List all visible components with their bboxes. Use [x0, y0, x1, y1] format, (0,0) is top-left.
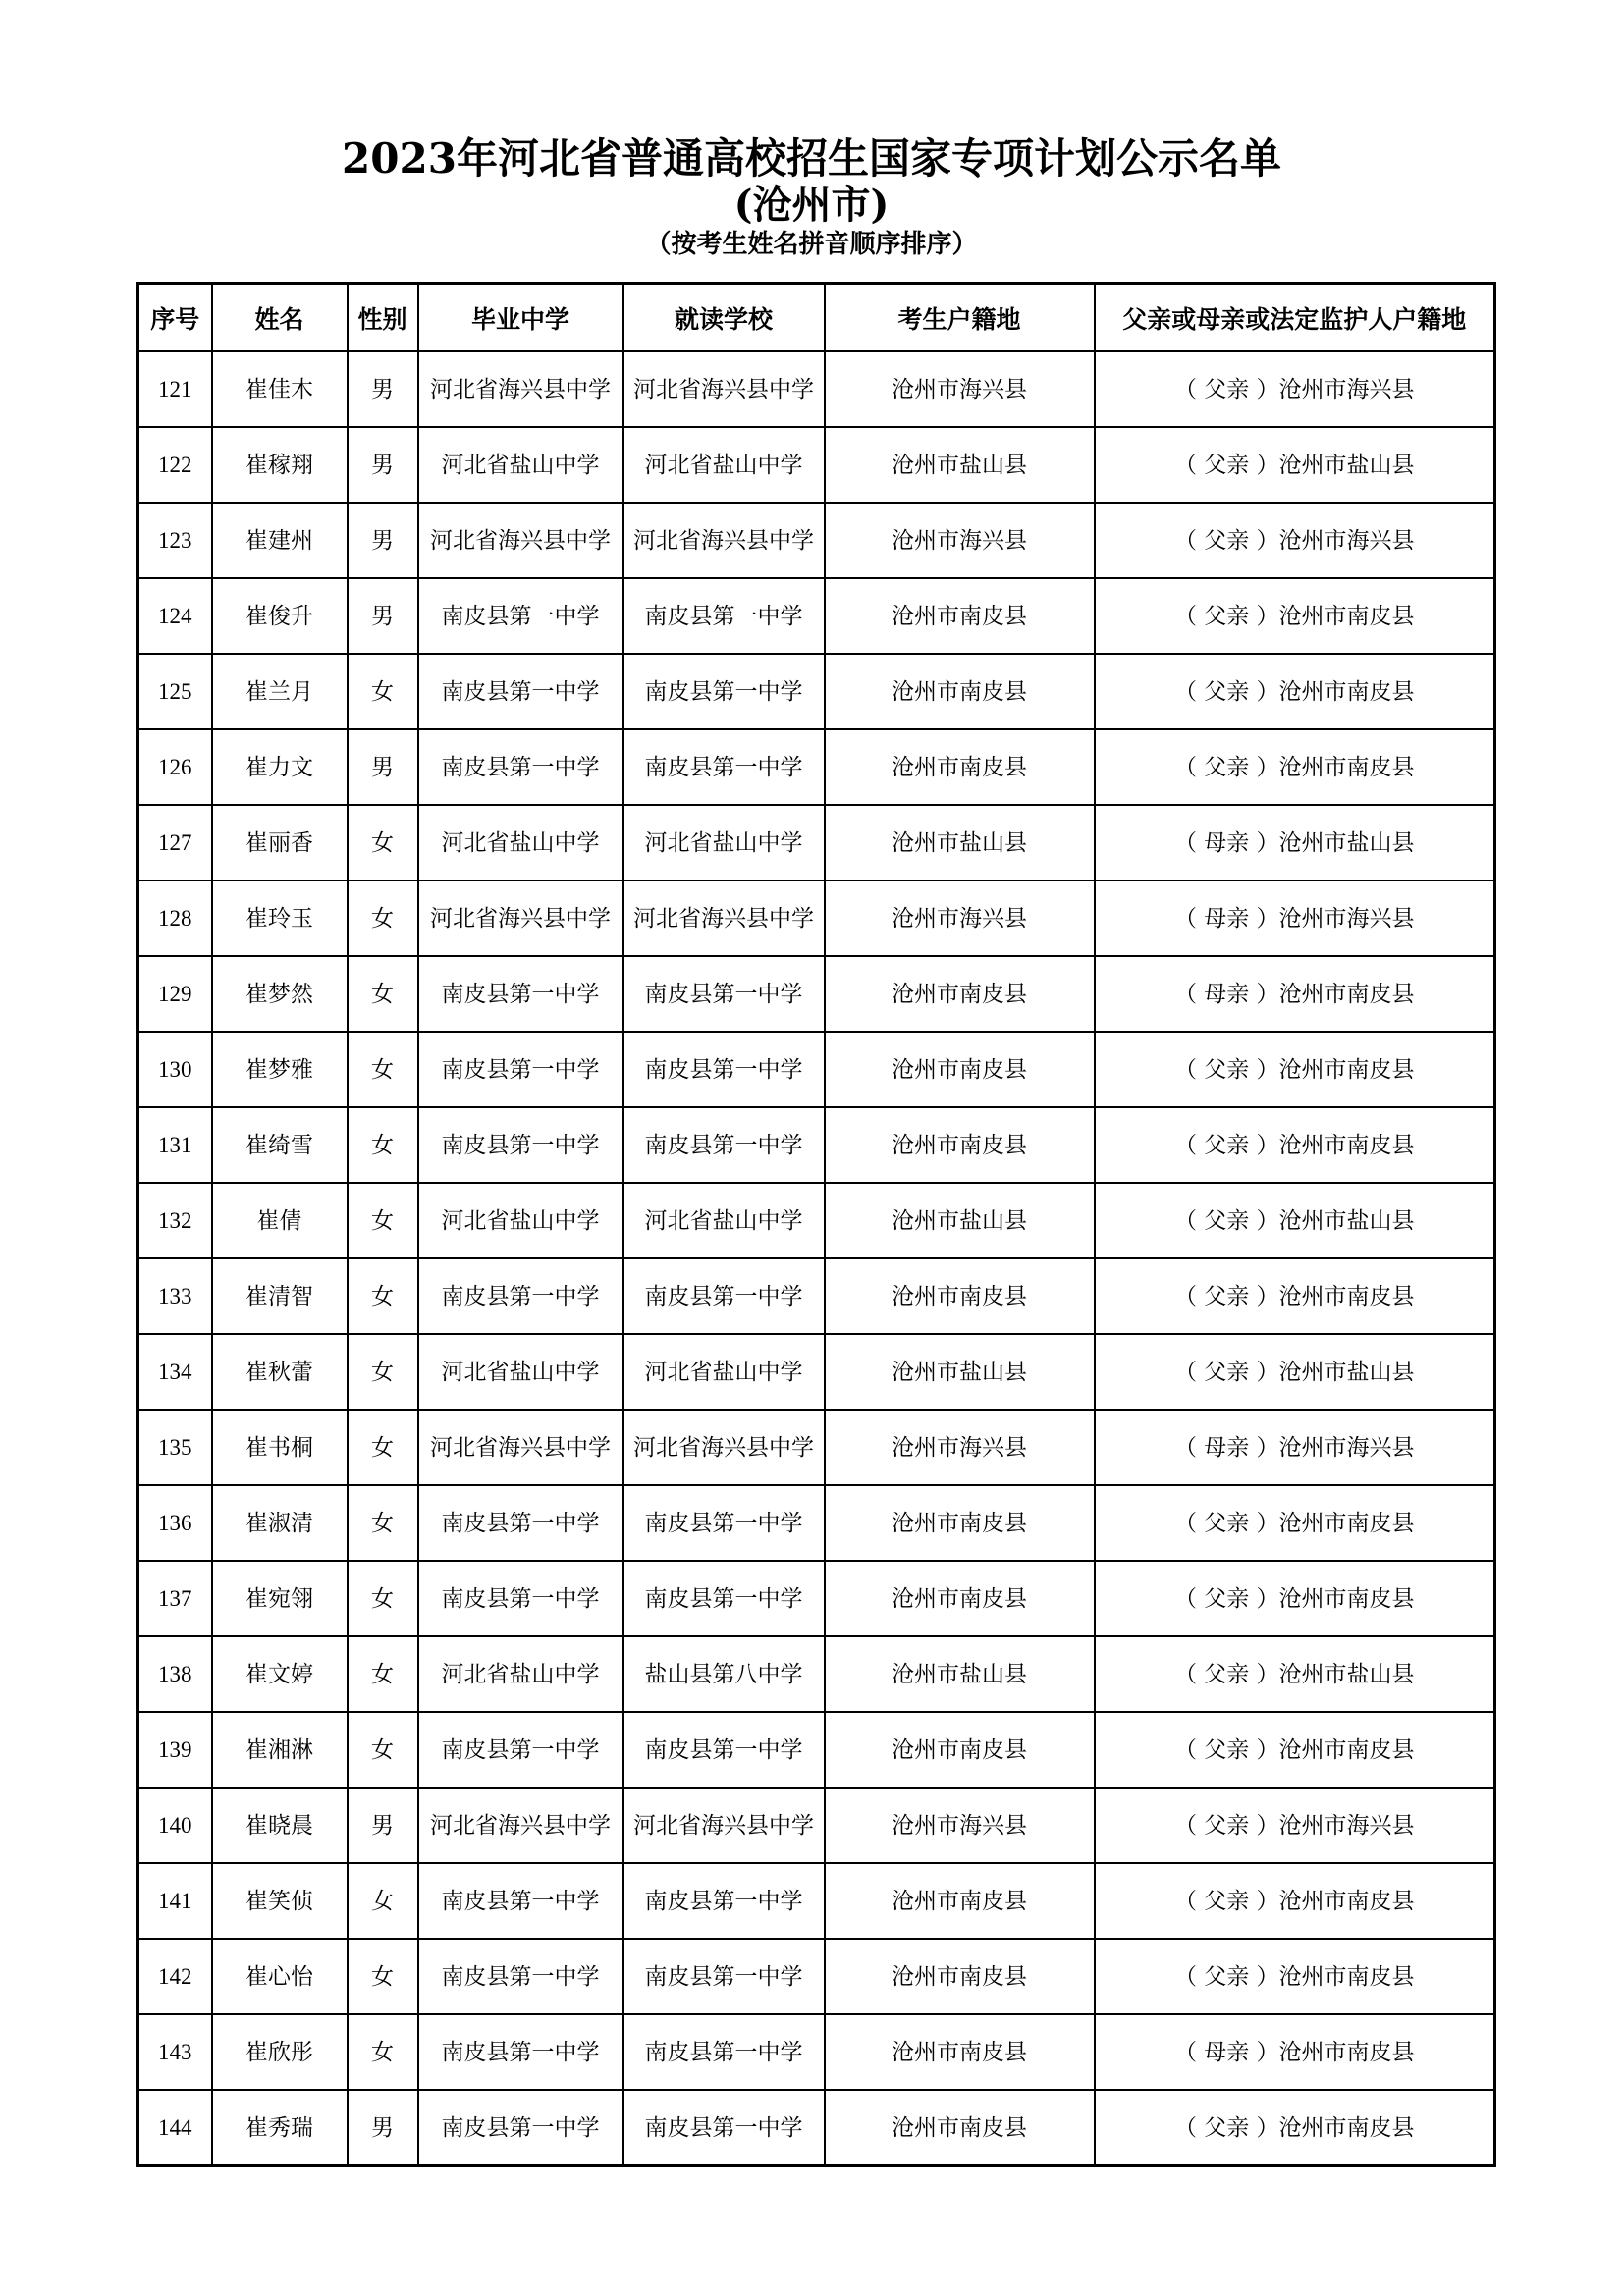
cell-name: 崔秋蕾 — [212, 1334, 348, 1410]
cell-current-school: 南皮县第一中学 — [623, 1561, 825, 1636]
cell-name: 崔建州 — [212, 503, 348, 578]
cell-guardian: （ 父亲 ）沧州市南皮县 — [1095, 2090, 1495, 2166]
cell-guardian: （ 父亲 ）沧州市南皮县 — [1095, 1939, 1495, 2014]
cell-guardian: （ 母亲 ）沧州市盐山县 — [1095, 805, 1495, 881]
cell-gender: 女 — [348, 805, 418, 881]
cell-grad-school: 南皮县第一中学 — [418, 1712, 623, 1788]
cell-guardian: （ 母亲 ）沧州市南皮县 — [1095, 2014, 1495, 2090]
col-header-grad-school: 毕业中学 — [418, 284, 623, 352]
cell-household: 沧州市盐山县 — [825, 1334, 1095, 1410]
table-row — [138, 805, 1495, 881]
cell-grad-school: 南皮县第一中学 — [418, 1863, 623, 1939]
cell-guardian: （ 父亲 ）沧州市海兴县 — [1095, 1788, 1495, 1863]
cell-current-school: 南皮县第一中学 — [623, 1032, 825, 1107]
cell-name: 崔稼翔 — [212, 427, 348, 503]
cell-guardian: （ 父亲 ）沧州市海兴县 — [1095, 503, 1495, 578]
cell-current-school: 南皮县第一中学 — [623, 1258, 825, 1334]
cell-id: 135 — [138, 1410, 212, 1485]
cell-grad-school: 南皮县第一中学 — [418, 1258, 623, 1334]
cell-gender: 女 — [348, 881, 418, 956]
cell-gender: 女 — [348, 956, 418, 1032]
table-row — [138, 1107, 1495, 1183]
cell-name: 崔清智 — [212, 1258, 348, 1334]
cell-grad-school: 河北省盐山中学 — [418, 1334, 623, 1410]
table-row — [138, 1183, 1495, 1258]
cell-current-school: 河北省海兴县中学 — [623, 1410, 825, 1485]
cell-guardian: （ 父亲 ）沧州市南皮县 — [1095, 1712, 1495, 1788]
cell-id: 131 — [138, 1107, 212, 1183]
cell-household: 沧州市盐山县 — [825, 427, 1095, 503]
cell-household: 沧州市海兴县 — [825, 1788, 1095, 1863]
cell-grad-school: 河北省海兴县中学 — [418, 503, 623, 578]
cell-gender: 男 — [348, 578, 418, 654]
cell-current-school: 河北省海兴县中学 — [623, 881, 825, 956]
table-row — [138, 1788, 1495, 1863]
cell-grad-school: 南皮县第一中学 — [418, 1032, 623, 1107]
table-row — [138, 2090, 1495, 2166]
table-row — [138, 1939, 1495, 2014]
cell-name: 崔晓晨 — [212, 1788, 348, 1863]
cell-gender: 女 — [348, 1712, 418, 1788]
cell-grad-school: 南皮县第一中学 — [418, 1561, 623, 1636]
page-subtitle: (沧州市) — [733, 182, 890, 228]
cell-id: 132 — [138, 1183, 212, 1258]
cell-name: 崔书桐 — [212, 1410, 348, 1485]
cell-grad-school: 河北省海兴县中学 — [418, 351, 623, 427]
cell-gender: 男 — [348, 503, 418, 578]
table-row — [138, 881, 1495, 956]
cell-household: 沧州市南皮县 — [825, 2090, 1095, 2166]
cell-id: 121 — [138, 351, 212, 427]
cell-id: 139 — [138, 1712, 212, 1788]
cell-id: 136 — [138, 1485, 212, 1561]
cell-id: 122 — [138, 427, 212, 503]
sort-note: （按考生姓名拼音顺序排序） — [645, 230, 978, 259]
col-header-guardian: 父亲或母亲或法定监护人户籍地 — [1095, 284, 1495, 352]
cell-id: 133 — [138, 1258, 212, 1334]
cell-current-school: 南皮县第一中学 — [623, 654, 825, 729]
cell-household: 沧州市盐山县 — [825, 1636, 1095, 1712]
col-header-gender: 性别 — [348, 284, 418, 352]
cell-current-school: 河北省海兴县中学 — [623, 503, 825, 578]
table-row — [138, 1032, 1495, 1107]
cell-gender: 女 — [348, 1561, 418, 1636]
cell-grad-school: 南皮县第一中学 — [418, 654, 623, 729]
cell-grad-school: 河北省海兴县中学 — [418, 881, 623, 956]
cell-id: 130 — [138, 1032, 212, 1107]
cell-guardian: （ 父亲 ）沧州市南皮县 — [1095, 1107, 1495, 1183]
cell-gender: 女 — [348, 1410, 418, 1485]
cell-gender: 女 — [348, 1636, 418, 1712]
cell-household: 沧州市海兴县 — [825, 503, 1095, 578]
cell-household: 沧州市南皮县 — [825, 1561, 1095, 1636]
cell-guardian: （ 父亲 ）沧州市南皮县 — [1095, 1561, 1495, 1636]
cell-current-school: 河北省盐山中学 — [623, 427, 825, 503]
cell-current-school: 南皮县第一中学 — [623, 2090, 825, 2166]
cell-gender: 女 — [348, 1334, 418, 1410]
cell-grad-school: 河北省海兴县中学 — [418, 1788, 623, 1863]
cell-household: 沧州市海兴县 — [825, 351, 1095, 427]
cell-name: 崔湘淋 — [212, 1712, 348, 1788]
cell-id: 129 — [138, 956, 212, 1032]
table-row — [138, 1485, 1495, 1561]
col-header-current-school: 就读学校 — [623, 284, 825, 352]
cell-grad-school: 南皮县第一中学 — [418, 956, 623, 1032]
cell-current-school: 盐山县第八中学 — [623, 1636, 825, 1712]
cell-name: 崔秀瑞 — [212, 2090, 348, 2166]
cell-guardian: （ 父亲 ）沧州市南皮县 — [1095, 1485, 1495, 1561]
cell-guardian: （ 父亲 ）沧州市南皮县 — [1095, 654, 1495, 729]
table-row — [138, 654, 1495, 729]
cell-id: 128 — [138, 881, 212, 956]
cell-household: 沧州市南皮县 — [825, 1712, 1095, 1788]
cell-current-school: 南皮县第一中学 — [623, 2014, 825, 2090]
cell-guardian: （ 母亲 ）沧州市海兴县 — [1095, 1410, 1495, 1485]
cell-id: 144 — [138, 2090, 212, 2166]
cell-grad-school: 河北省海兴县中学 — [418, 1410, 623, 1485]
cell-household: 沧州市南皮县 — [825, 654, 1095, 729]
cell-household: 沧州市南皮县 — [825, 1863, 1095, 1939]
cell-id: 140 — [138, 1788, 212, 1863]
cell-name: 崔梦雅 — [212, 1032, 348, 1107]
col-header-name: 姓名 — [212, 284, 348, 352]
cell-gender: 女 — [348, 1032, 418, 1107]
table-row — [138, 503, 1495, 578]
table-row — [138, 1258, 1495, 1334]
cell-name: 崔欣彤 — [212, 2014, 348, 2090]
cell-guardian: （ 父亲 ）沧州市南皮县 — [1095, 729, 1495, 805]
cell-household: 沧州市南皮县 — [825, 1032, 1095, 1107]
cell-guardian: （ 父亲 ）沧州市南皮县 — [1095, 1258, 1495, 1334]
cell-name: 崔兰月 — [212, 654, 348, 729]
cell-household: 沧州市南皮县 — [825, 729, 1095, 805]
cell-guardian: （ 父亲 ）沧州市盐山县 — [1095, 1183, 1495, 1258]
cell-name: 崔文婷 — [212, 1636, 348, 1712]
cell-current-school: 河北省盐山中学 — [623, 1334, 825, 1410]
cell-gender: 女 — [348, 1183, 418, 1258]
cell-name: 崔佳木 — [212, 351, 348, 427]
cell-guardian: （ 父亲 ）沧州市盐山县 — [1095, 1334, 1495, 1410]
cell-grad-school: 河北省盐山中学 — [418, 427, 623, 503]
cell-household: 沧州市南皮县 — [825, 1258, 1095, 1334]
cell-household: 沧州市南皮县 — [825, 2014, 1095, 2090]
cell-guardian: （ 父亲 ）沧州市海兴县 — [1095, 351, 1495, 427]
cell-guardian: （ 父亲 ）沧州市盐山县 — [1095, 427, 1495, 503]
cell-guardian: （ 父亲 ）沧州市盐山县 — [1095, 1636, 1495, 1712]
cell-guardian: （ 母亲 ）沧州市海兴县 — [1095, 881, 1495, 956]
cell-grad-school: 南皮县第一中学 — [418, 1107, 623, 1183]
col-header-household: 考生户籍地 — [825, 284, 1095, 352]
cell-grad-school: 南皮县第一中学 — [418, 578, 623, 654]
cell-gender: 女 — [348, 1258, 418, 1334]
cell-household: 沧州市海兴县 — [825, 1410, 1095, 1485]
cell-household: 沧州市南皮县 — [825, 956, 1095, 1032]
cell-id: 141 — [138, 1863, 212, 1939]
cell-gender: 男 — [348, 351, 418, 427]
cell-household: 沧州市海兴县 — [825, 881, 1095, 956]
cell-id: 124 — [138, 578, 212, 654]
cell-current-school: 南皮县第一中学 — [623, 1863, 825, 1939]
cell-id: 126 — [138, 729, 212, 805]
cell-current-school: 南皮县第一中学 — [623, 1485, 825, 1561]
table-row — [138, 956, 1495, 1032]
table-row — [138, 2014, 1495, 2090]
cell-gender: 女 — [348, 1107, 418, 1183]
table-row — [138, 1712, 1495, 1788]
cell-name: 崔梦然 — [212, 956, 348, 1032]
cell-household: 沧州市南皮县 — [825, 1939, 1095, 2014]
cell-current-school: 河北省盐山中学 — [623, 1183, 825, 1258]
cell-id: 127 — [138, 805, 212, 881]
cell-current-school: 南皮县第一中学 — [623, 1107, 825, 1183]
cell-id: 123 — [138, 503, 212, 578]
table-row — [138, 1410, 1495, 1485]
cell-grad-school: 南皮县第一中学 — [418, 2014, 623, 2090]
table-row — [138, 1561, 1495, 1636]
cell-guardian: （ 父亲 ）沧州市南皮县 — [1095, 1863, 1495, 1939]
cell-grad-school: 河北省盐山中学 — [418, 1183, 623, 1258]
cell-gender: 女 — [348, 1939, 418, 2014]
cell-id: 142 — [138, 1939, 212, 2014]
cell-current-school: 南皮县第一中学 — [623, 956, 825, 1032]
cell-name: 崔笑侦 — [212, 1863, 348, 1939]
table-row — [138, 729, 1495, 805]
page-title: 2023年河北省普通高校招生国家专项计划公示名单 — [342, 134, 1281, 183]
cell-gender: 女 — [348, 1485, 418, 1561]
cell-guardian: （ 父亲 ）沧州市南皮县 — [1095, 1032, 1495, 1107]
col-header-id: 序号 — [138, 284, 212, 352]
cell-current-school: 南皮县第一中学 — [623, 729, 825, 805]
table-row — [138, 1863, 1495, 1939]
cell-id: 134 — [138, 1334, 212, 1410]
cell-name: 崔力文 — [212, 729, 348, 805]
cell-name: 崔玲玉 — [212, 881, 348, 956]
cell-gender: 男 — [348, 1788, 418, 1863]
table-row — [138, 1334, 1495, 1410]
cell-gender: 男 — [348, 729, 418, 805]
cell-name: 崔倩 — [212, 1183, 348, 1258]
cell-name: 崔丽香 — [212, 805, 348, 881]
cell-guardian: （ 母亲 ）沧州市南皮县 — [1095, 956, 1495, 1032]
table-header-row — [138, 284, 1495, 352]
cell-gender: 男 — [348, 427, 418, 503]
cell-gender: 女 — [348, 654, 418, 729]
cell-current-school: 南皮县第一中学 — [623, 1939, 825, 2014]
table-row — [138, 427, 1495, 503]
cell-gender: 女 — [348, 2014, 418, 2090]
cell-id: 138 — [138, 1636, 212, 1712]
cell-current-school: 河北省海兴县中学 — [623, 1788, 825, 1863]
cell-name: 崔俊升 — [212, 578, 348, 654]
table-row — [138, 1636, 1495, 1712]
cell-grad-school: 南皮县第一中学 — [418, 2090, 623, 2166]
cell-household: 沧州市南皮县 — [825, 1485, 1095, 1561]
cell-current-school: 河北省盐山中学 — [623, 805, 825, 881]
cell-grad-school: 河北省盐山中学 — [418, 805, 623, 881]
cell-grad-school: 河北省盐山中学 — [418, 1636, 623, 1712]
cell-current-school: 南皮县第一中学 — [623, 1712, 825, 1788]
cell-grad-school: 南皮县第一中学 — [418, 1485, 623, 1561]
cell-household: 沧州市盐山县 — [825, 1183, 1095, 1258]
cell-household: 沧州市盐山县 — [825, 805, 1095, 881]
cell-name: 崔心怡 — [212, 1939, 348, 2014]
cell-name: 崔绮雪 — [212, 1107, 348, 1183]
table-row — [138, 578, 1495, 654]
cell-household: 沧州市南皮县 — [825, 578, 1095, 654]
cell-name: 崔淑清 — [212, 1485, 348, 1561]
table-row — [138, 351, 1495, 427]
cell-grad-school: 南皮县第一中学 — [418, 1939, 623, 2014]
cell-id: 125 — [138, 654, 212, 729]
cell-current-school: 南皮县第一中学 — [623, 578, 825, 654]
cell-grad-school: 南皮县第一中学 — [418, 729, 623, 805]
cell-gender: 男 — [348, 2090, 418, 2166]
cell-id: 143 — [138, 2014, 212, 2090]
cell-gender: 女 — [348, 1863, 418, 1939]
cell-id: 137 — [138, 1561, 212, 1636]
cell-guardian: （ 父亲 ）沧州市南皮县 — [1095, 578, 1495, 654]
roster-table — [136, 282, 1496, 2167]
cell-name: 崔宛翎 — [212, 1561, 348, 1636]
cell-current-school: 河北省海兴县中学 — [623, 351, 825, 427]
cell-household: 沧州市南皮县 — [825, 1107, 1095, 1183]
